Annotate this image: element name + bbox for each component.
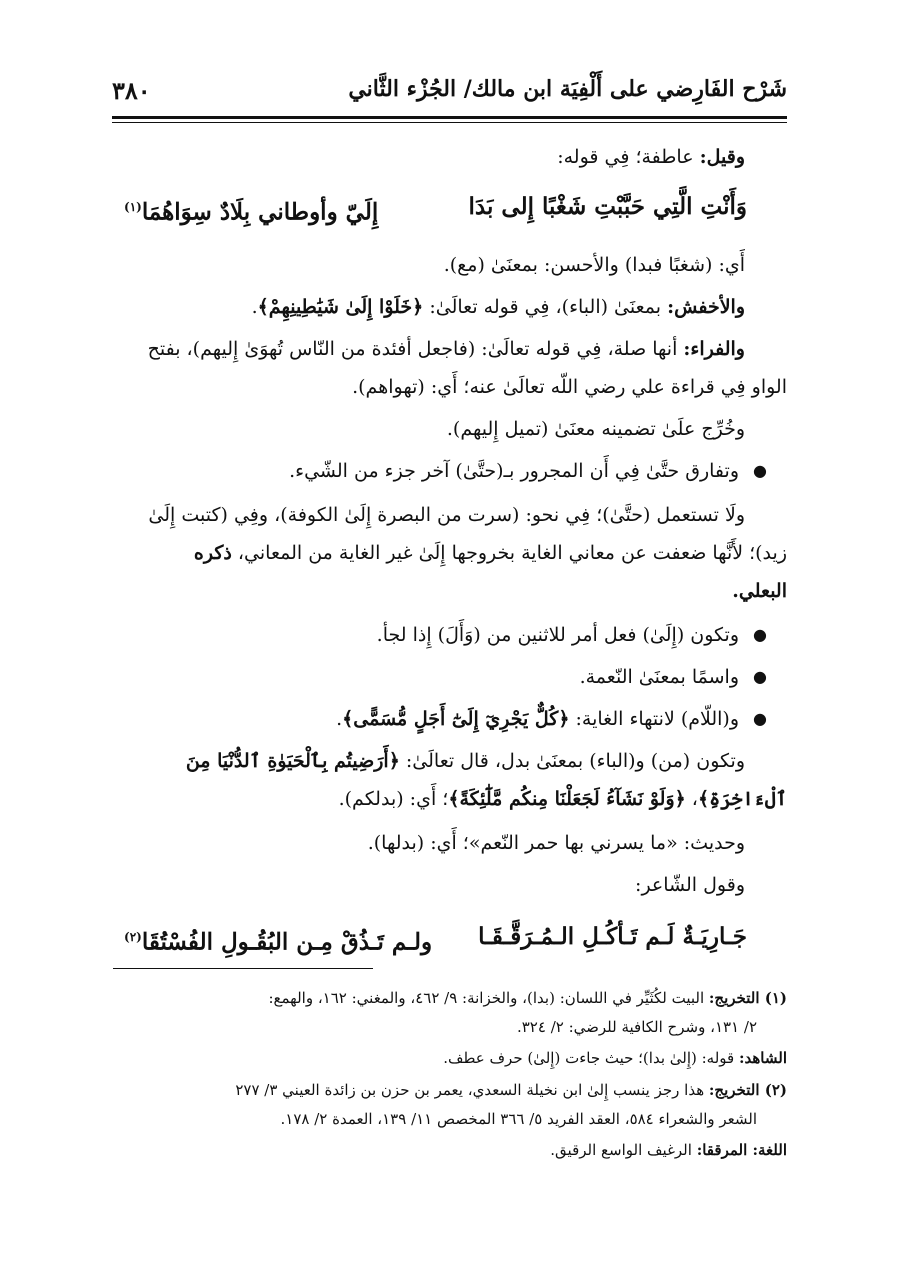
footnote-line: [112, 984, 787, 1013]
separator: ،: [685, 788, 698, 810]
term-label: والأخفش:: [667, 296, 745, 318]
paragraph-line: [112, 288, 745, 326]
paragraph-line: البعلي.: [732, 580, 787, 602]
line-end: .: [336, 708, 343, 730]
paragraph-line: [112, 742, 745, 780]
quran-quote: ٱلْءَاخِرَةِ﴾: [697, 788, 787, 810]
bullet-item: [579, 658, 767, 696]
bullet-dot: ●: [753, 709, 767, 728]
page-number: ٣٨٠: [112, 76, 151, 105]
paragraph-line: [112, 534, 787, 572]
footnote-line: [112, 1136, 787, 1165]
bullet-text: وتكون (إِلَىٰ) فعل أمر للاثنين من (وَأَلَ) إِذا لجأ.: [376, 624, 739, 646]
line-end: .: [251, 296, 258, 318]
footnote-text: قوله: (إِلىٰ بدا)؛ حيث جاءت (إِلىٰ) حرف عطف.: [443, 1049, 739, 1067]
bullet-dot: ●: [753, 625, 767, 644]
bullet-item: [376, 616, 767, 654]
footnote-label: (٢) التخريج:: [708, 1081, 787, 1099]
quran-quote: ﴿كُلٌّ يَجْرِيٓ إِلَىٰٓ أَجَلٍ مُّسَمًّى﴾: [342, 708, 570, 730]
paragraph-line: وخُرِّج علَىٰ تضمينه معنَىٰ (تميل إِليهم).: [446, 418, 745, 440]
footnote-text: الرغيف الواسع الرقيق.: [550, 1141, 697, 1159]
paragraph-line: [112, 138, 745, 176]
line-end: ؛ أَي: (بدلكم).: [338, 788, 449, 810]
running-header: [112, 62, 787, 120]
footnote-separator: [113, 968, 373, 969]
verse-2-first-hemistich: جَـارِيَـةٌ لَـم تَـأكُـلِ الـمُـرَقَّـقَـا: [478, 923, 747, 950]
verse-1-first-hemistich: وَأَنْتِ الَّتِي حَبَّبْتِ شَغْبًا إِلى بَدَا: [468, 193, 747, 220]
paragraph-line: [112, 330, 745, 368]
footnote-label: اللغة: المرققا:: [696, 1141, 787, 1159]
quran-quote: ﴿وَلَوْ نَشَآءُ لَجَعَلْنَا مِنكُم مَّلَٰٓئِكَةً﴾: [448, 788, 686, 810]
line-text: زيد)؛ لأَنَّها ضعفت عن معاني الغاية بخروجها إِلَىٰ غير الغاية من المعاني،: [231, 542, 787, 564]
line-text: عاطفة؛ فِي قوله:: [557, 146, 700, 168]
footnote-line: [112, 1044, 787, 1073]
verse-1-text: إِلَيّ وأوطاني بِلَادٌ سِوَاهُمَا: [141, 198, 379, 226]
bullet-dot: ●: [753, 461, 767, 480]
header-title: شَرْح الفَارِضي على أَلْفِيَة ابن مالك/ الجُزْء الثَّاني: [348, 76, 787, 102]
footnote-text: هذا رجز ينسب إِلىٰ ابن نخيلة السعدي، يعمر بن حزن بن زائدة العيني ٣/ ٢٧٧: [235, 1081, 709, 1099]
quran-quote: ﴿خَلَوْا إِلَىٰ شَيَٰطِينِهِمْ﴾: [257, 296, 424, 318]
bullet-item: [336, 700, 767, 738]
footnote-label: الشاهد:: [738, 1049, 787, 1067]
bullet-text: واسمًا بمعنَىٰ النّعمة.: [579, 666, 739, 688]
bullet-dot: ●: [753, 667, 767, 686]
bold-text: ذكره: [193, 542, 232, 564]
footnote-label: (١) التخريج:: [708, 989, 787, 1007]
paragraph-line: وقول الشّاعر:: [635, 874, 745, 896]
term-label: وقيل:: [699, 146, 745, 168]
verse-1-second-hemistich: [124, 188, 378, 232]
verse-2-text: ولـم تَـذُقْ مِـن البُقُـولِ الفُسْتُقَا: [141, 928, 433, 956]
paragraph-line: أَي: (شغبًا فبدا) والأحسن: بمعنَىٰ (مع).: [443, 254, 745, 276]
line-text: بمعنَىٰ (الباء)، فِي قوله تعالَىٰ:: [423, 296, 668, 318]
footnote-ref-1: (١): [124, 200, 142, 214]
verse-2-second-hemistich: [124, 918, 432, 962]
term-label: والفراء:: [683, 338, 745, 360]
paragraph-line: [112, 780, 787, 818]
footnote-line: الشعر والشعراء ٥٨٤، العقد الفريد ٥/ ٣٦٦ المخصص ١١/ ١٣٩، العمدة ٢/ ١٧٨.: [280, 1110, 757, 1128]
footnote-text: البيت لكُثَيِّر في اللسان: (بدا)، والخزانة: ٩/ ٤٦٢، والمغني: ١٦٢، والهمع:: [268, 989, 709, 1007]
paragraph-line: الواو فِي قراءة علي رضي اللّه تعالَىٰ عنه؛ أَي: (تهواهم).: [352, 376, 787, 398]
quran-quote: ﴿أَرَضِيتُم بِٱلْحَيَوٰةِ ٱلدُّنْيَا مِنَ: [185, 750, 400, 772]
footnote-ref-2: (٢): [124, 930, 142, 944]
header-rule-thin: [112, 122, 787, 123]
paragraph-line: ولَا تستعمل (حتَّىٰ)؛ فِي نحو: (سرت من البصرة إِلَىٰ الكوفة)، وفِي (كتبت إِلَىٰ: [148, 504, 745, 526]
footnote-line: [112, 1076, 787, 1105]
bullet-item: [289, 452, 767, 490]
bullet-text: و(اللّام) لانتهاء الغاية:: [569, 708, 739, 730]
footnote-line: ٢/ ١٣١، وشرح الكافية للرضي: ٢/ ٣٢٤.: [516, 1018, 757, 1036]
bullet-text: وتفارق حتَّىٰ فِي أَن المجرور بـ(حتَّىٰ) آخر جزء من الشّيء.: [289, 460, 739, 482]
line-text: وتكون (من) و(الباء) بمعنَىٰ بدل، قال تعالَىٰ:: [399, 750, 745, 772]
line-text: أنها صلة، فِي قوله تعالَىٰ: (فاجعل أفئدة من النّاس تُهوَىٰ إِليهم)، بفتح: [147, 338, 684, 360]
header-rule-thick: [112, 116, 787, 119]
paragraph-line: وحديث: «ما يسرني بها حمر النّعم»؛ أَي: (بدلها).: [367, 832, 745, 854]
